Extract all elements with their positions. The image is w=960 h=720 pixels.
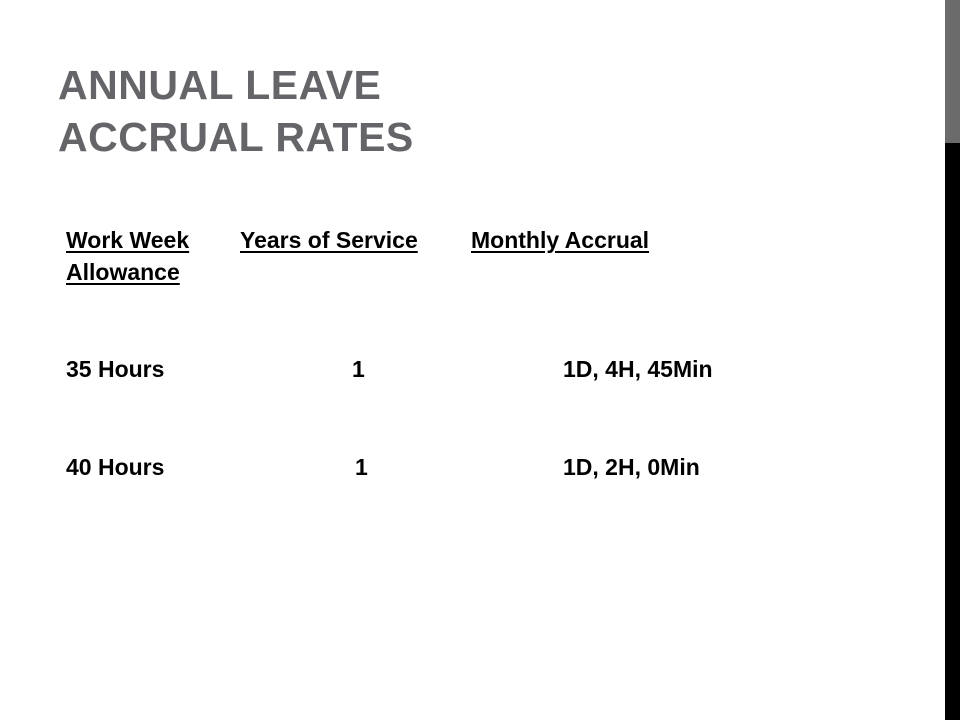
- header-allowance: Allowance: [66, 259, 180, 285]
- slide-title: [58, 59, 414, 163]
- slide-title-line-1: ANNUAL LEAVE: [58, 62, 382, 108]
- header-work-week: Work Week: [66, 227, 190, 253]
- slide-title-line-2: ACCRUAL RATES: [58, 114, 414, 160]
- row-1-years: 1: [352, 356, 365, 382]
- row-1-accrual: 1D, 4H, 45Min: [563, 356, 713, 382]
- right-edge-bar-accent: [945, 0, 960, 143]
- row-1-work-week: 35 Hours: [66, 356, 165, 382]
- header-monthly-accrual: Monthly Accrual: [471, 227, 650, 253]
- right-edge-bar: [945, 0, 960, 720]
- row-2-work-week: 40 Hours: [66, 454, 165, 480]
- row-2-years: 1: [355, 454, 368, 480]
- header-years-of-service: Years of Service: [240, 227, 418, 253]
- row-2-accrual: 1D, 2H, 0Min: [563, 454, 700, 480]
